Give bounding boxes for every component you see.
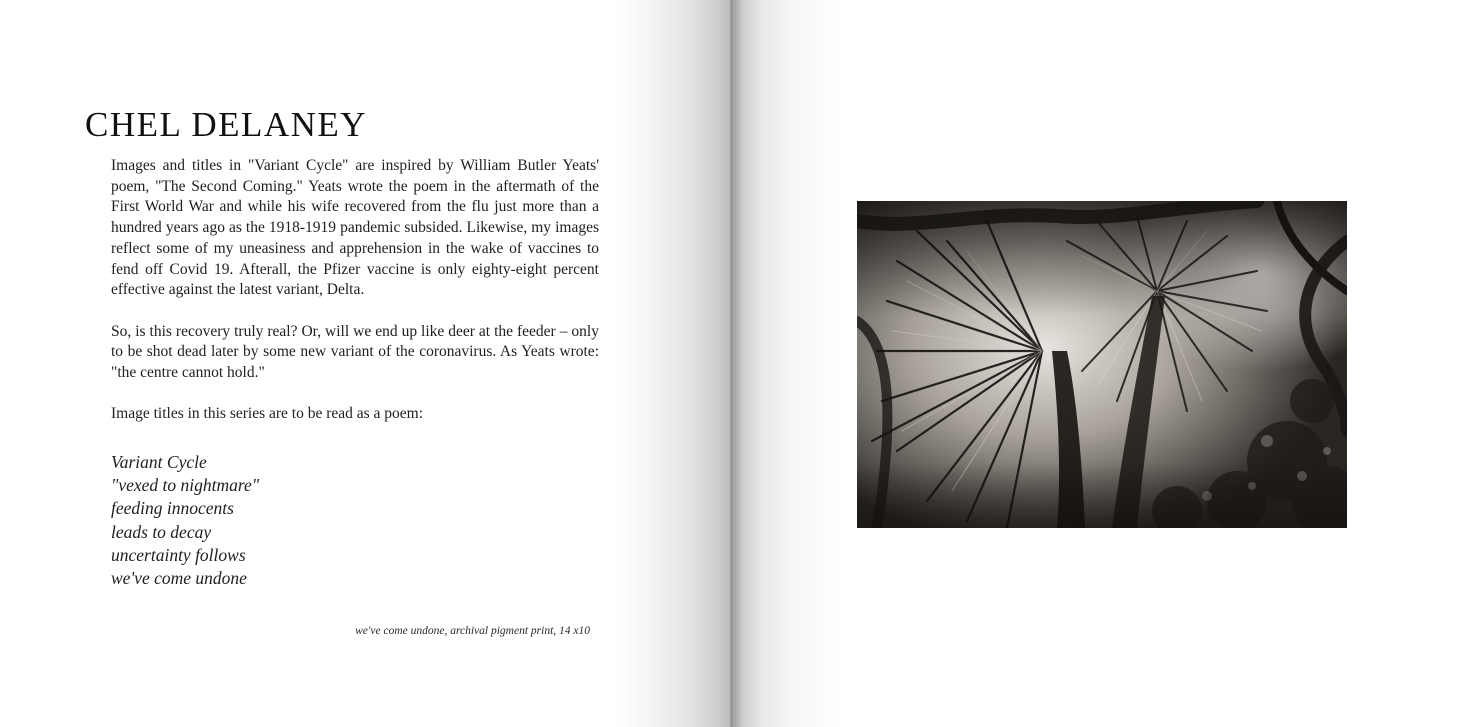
statement-paragraph-3: Image titles in this series are to be read as a poem: [111,405,424,423]
statement-paragraph-2: So, is this recovery truly real? Or, will we end up like deer at the feeder – only to be shot dead later by some new variant of the coronavirus. As Yeats wrote: "the centre cannot hold." [111,322,599,382]
palm-tree-photograph [857,201,1347,528]
poem-line: we've come undone [111,568,247,589]
poem-line: uncertainty follows [111,544,246,565]
poem [111,451,259,590]
artist-name: CHEL DELANEY [85,105,368,144]
statement-paragraph-1: Images and titles in "Variant Cycle" are inspired by William Butler Yeats' poem, "The Second Coming." Yeats wrote the poem in the aftermath of the First World War and while his wife recovered from the flu just more than a hundred years ago as the 1918-1919 pandemic subsided. Likewise, my images reflect some of my uneasiness and apprehension in the wake of vaccines to fend off Covid 19. Afterall, the Pfizer vaccine is only eighty-eight percent effective against the latest variant, Delta. [111,157,599,299]
poem-line: "vexed to nightmare" [111,475,260,496]
photo-artwork [857,201,1347,528]
image-caption: we've come undone, archival pigment print, 14 x10 [355,625,590,637]
poem-line: feeding innocents [111,498,234,519]
book-gutter [730,0,734,727]
artist-statement [111,156,599,425]
poem-line: Variant Cycle [111,452,207,472]
poem-line: leads to decay [111,521,212,542]
